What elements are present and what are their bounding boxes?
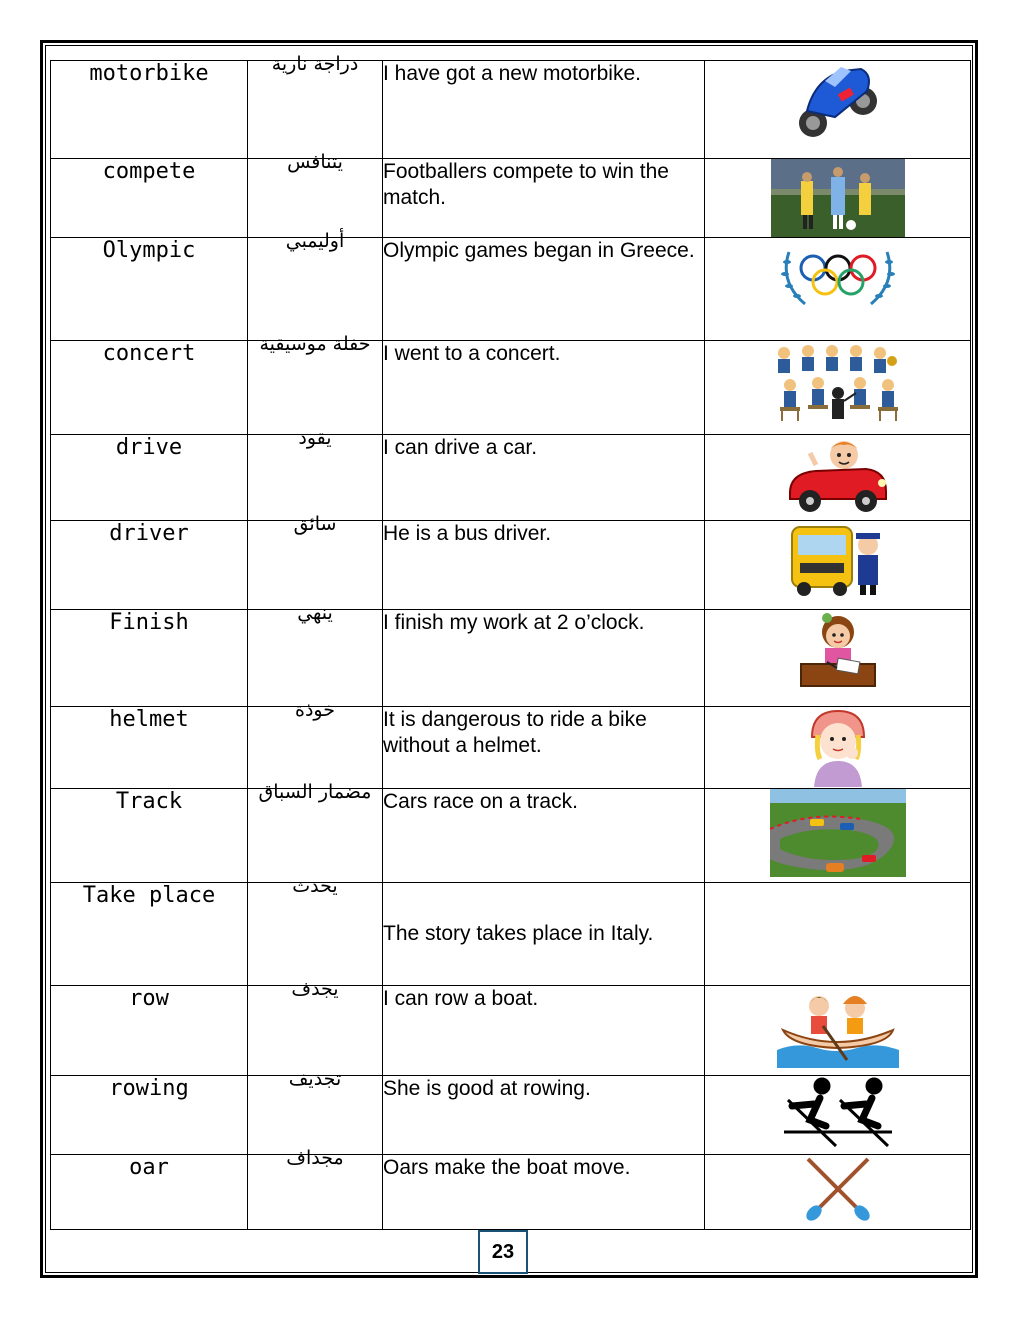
- arabic-translation: يحدث: [248, 883, 383, 986]
- arabic-translation: أوليمبي: [248, 238, 383, 341]
- arabic-translation: ينهي: [248, 610, 383, 707]
- table-row: [51, 883, 971, 986]
- table-row: [51, 521, 971, 610]
- arabic-translation: تجديف: [248, 1076, 383, 1155]
- example-sentence: Cars race on a track.: [383, 789, 705, 883]
- english-word: Finish: [51, 610, 248, 707]
- arabic-translation: يتنافس: [248, 159, 383, 238]
- race-track-picture: [770, 789, 906, 877]
- table-row: [51, 789, 971, 883]
- example-sentence: I can row a boat.: [383, 986, 705, 1076]
- table-row: [51, 159, 971, 238]
- table-row: [51, 1155, 971, 1230]
- english-word: Track: [51, 789, 248, 883]
- arabic-translation: مضمار السباق: [248, 789, 383, 883]
- example-sentence: I went to a concert.: [383, 341, 705, 435]
- girl-at-desk-picture: [797, 610, 879, 690]
- arabic-translation: مجداف: [248, 1155, 383, 1230]
- table-row: [51, 1076, 971, 1155]
- english-word: compete: [51, 159, 248, 238]
- arabic-translation: خوذة: [248, 707, 383, 789]
- table-row: [51, 707, 971, 789]
- page-number: 23: [478, 1230, 528, 1274]
- table-row: [51, 341, 971, 435]
- arabic-translation: سائق: [248, 521, 383, 610]
- olympic-rings-picture: [779, 238, 897, 312]
- english-word: rowing: [51, 1076, 248, 1155]
- english-word: drive: [51, 435, 248, 521]
- rowing-boat-picture: [777, 986, 899, 1068]
- bus-driver-picture: [788, 521, 888, 599]
- example-sentence: Oars make the boat move.: [383, 1155, 705, 1230]
- football-picture: [771, 159, 905, 237]
- arabic-translation: يجدف: [248, 986, 383, 1076]
- child-helmet-picture: [796, 707, 880, 787]
- example-sentence: I can drive a car.: [383, 435, 705, 521]
- table-row: [51, 986, 971, 1076]
- motorbike-picture: [795, 61, 881, 141]
- arabic-translation: يقود: [248, 435, 383, 521]
- english-word: driver: [51, 521, 248, 610]
- english-word: Olympic: [51, 238, 248, 341]
- vocabulary-table: [50, 53, 971, 1230]
- table-row: [51, 435, 971, 521]
- concert-band-picture: [770, 341, 906, 429]
- oars-picture: [796, 1155, 880, 1223]
- english-word: oar: [51, 1155, 248, 1230]
- table-row: [51, 610, 971, 707]
- example-sentence: He is a bus driver.: [383, 521, 705, 610]
- example-sentence: Footballers compete to win the match.: [383, 159, 705, 238]
- empty-picture-cell: [705, 883, 971, 986]
- table-row: [51, 61, 971, 159]
- example-sentence: The story takes place in Italy.: [383, 883, 705, 986]
- example-sentence: It is dangerous to ride a bike without a helmet.: [383, 707, 705, 789]
- english-word: Take place: [51, 883, 248, 986]
- example-sentence: She is good at rowing.: [383, 1076, 705, 1155]
- table-row: [51, 238, 971, 341]
- rowing-pictogram: [784, 1076, 892, 1154]
- car-driving-picture: [786, 435, 890, 515]
- english-word: row: [51, 986, 248, 1076]
- arabic-translation: دراجة نارية: [248, 61, 383, 159]
- example-sentence: Olympic games began in Greece.: [383, 238, 705, 341]
- example-sentence: I have got a new motorbike.: [383, 61, 705, 159]
- arabic-translation: حفلة موسيقية: [248, 341, 383, 435]
- english-word: motorbike: [51, 61, 248, 159]
- example-sentence: I finish my work at 2 o’clock.: [383, 610, 705, 707]
- english-word: concert: [51, 341, 248, 435]
- english-word: helmet: [51, 707, 248, 789]
